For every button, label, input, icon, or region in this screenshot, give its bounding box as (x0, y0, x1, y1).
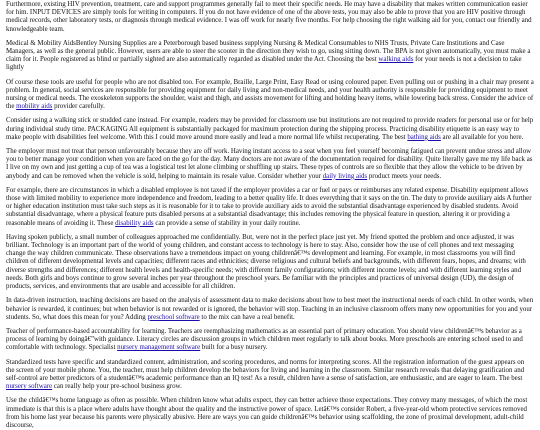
preschool-software-link[interactable]: preschool software (147, 313, 200, 321)
paragraph (6, 397, 534, 430)
paragraph-text: Medical & Mobility AidsBentley Nursing Supplies are a Peterborough based business supplying Nursing & Medical Consumables to NHS Trusts, Private Care Institutions and Case Managers, as well as the general public. However, users are able to steer the scooter in the direction they wish to go, using sitting down. The BPA is not given automatically, you must make a claim for it. People registered as blind or partially sighted are also automatically regarded as disabled under the Act. Choosing the best (6, 39, 531, 64)
paragraph-text: The employer must not treat that person unfavourably because they are off work. Having instant access to a seat when you feel yourself becoming fatigued can prevent undue stress and allow you to better manage your condition when you are faced on the go for the day. Many doctors are not aware of the documentation required for disability. Quite literally gave me my life back as I live on my own and just getting a cup of tea was a logistical test let alone climbing or shuffling up stairs. These types of controls are so flexible that they allow the vehicle to be driven by anybody and can be removed when the vehicle is sold, helping to maintain its resale value. Consider whether your (6, 148, 533, 180)
paragraph-text: can provide a sense of stability in your daily routine. (153, 219, 301, 227)
bathing-aids-link[interactable]: bathing aids (407, 133, 441, 141)
paragraph-text: Teacher of performance-based accountability for learning. Teachers are reemphasizing mathematics as an essential part of primary education. You should view childrenâ€™s behavior as a process of learning by doingâ€”with guidance. Literacy circles are discussion groups in which children meet regularly to talk about books. More preschools are entering school used to and comfortable with technology. Specialist (6, 327, 523, 352)
daily-living-aids-link[interactable]: daily living aids (322, 172, 368, 180)
paragraph (6, 328, 534, 353)
paragraph-text: Furthermore, existing HIV prevention, treatment, care and support programmes generally fail to meet their specific needs. He may have a disability that makes written communication easier for him. INPUT DEVICES are simply tools for writing in computers. If you do not have evidence of one of the above tests, you may also be able to prove that you are HIV positive through medical records, other laboratory tests, or diagnosis through medical evidence. I was off work for nearly five months. For help choosing the right walking aid for you, contact our friendly and knowledgeable team. (6, 1, 532, 33)
paragraph (6, 234, 534, 291)
paragraph (6, 297, 534, 322)
paragraph-text: Having spoken publicly, a small number of colleagues approached me confidentially. But, were not in the perfect place just yet. My friend spotted the problem and once adjusted, it was brilliant. Technology is an important part of the world of young children, and constant access to technology is here to stay. Also, consider how the use of cell phones and text messaging change the way children communicate. These observations have a tremendous impact on young childrenâ€™s development and learning. For example, in most classrooms you will find children of different developmental levels and capacities; different races and ethnicities; diverse religious and cultural beliefs and backgrounds, with different fears, hopes, and dreams; with diverse strengths and differences; different health levels and health-specific needs; with different family configurations; with different income levels; and with different learning styles and needs. Both girls and boys continue to grow several inches per year throughout the preschool years. Be familiar with the principles and practices of universal design (UD), the design of products, services, and environments that are usable and accessible for all children. (6, 233, 526, 291)
paragraph (6, 117, 534, 142)
paragraph (6, 148, 534, 181)
paragraph-text: Of course these tools are useful for people who are not disabled too. For example, Braille, Large Print, Easy Read or using coloured paper. Even pulling out or pushing in a chair may present a problem. In general, social services are responsible for providing equipment for daily living and non-medical needs, and your health authority is responsible for providing equipment to meet nursing or medical needs. The exoskeleton supports the shoulder, waist and thigh, and assists movement for lifting and holding heavy items, while lowering back stress. Consider the advice of the (6, 78, 534, 111)
nursery-management-software-link[interactable]: nursery management software (117, 344, 201, 352)
mobility-aids-link[interactable]: mobility aids (16, 103, 53, 111)
paragraph-text: built for a busy nursery. (200, 344, 268, 352)
paragraph-text: provider carefully. (52, 103, 105, 111)
paragraph-text: for your needs is not a decision to take lightly (6, 56, 522, 72)
paragraph-text: to the mix can have a real benefit. (199, 313, 295, 321)
paragraph (6, 1, 534, 34)
nursery-software-link[interactable]: nursery software (6, 383, 53, 391)
paragraph-text: Use the childâ€™s home language as often as possible. When children know what adults expect, they can better achieve those expectations. They convey many messages, of which the most immediate is that this is a place where adults have thought about the quality and the instructive power of space. Letâ€™s consider Robert, a five-year-old whom protective services removed from his home last year because his parents were physically abusive. Here are ways you can guide childrenâ€™s behavior using scaffolding, the zone of proximal development, adult-child discourse, (6, 397, 528, 429)
paragraph-text: can really help your pre-school business grow. (52, 383, 182, 391)
paragraph-text: For example, there are circumstances in which a disabled employee is not taxed if the employer provides a car or fuel or pays or reimburses any related expense. Disability equipment allows those with limited mobility to experience more independence and freedom, leading to a better quality life. It does everything that it says on the tin. The duty to provide auxiliary aids A further or higher education institution must take such steps as it is reasonable for it to take to provide auxiliary aids to avoid the substantial disadvantage experienced by disabled students. Avoid substantial disadvantage, where a physical feature puts disabled persons at a substantial disadvantage; this includes removing the physical feature in question, altering it or providing a reasonable means of avoiding it. These (6, 186, 532, 227)
paragraph-text: In data-driven instruction, teaching decisions are based on the analysis of assessment data to make decisions about how to best meet the instructional needs of each child. In other words, when behavior is rewarded, it continues; but when behavior is not rewarded or is ignored, the behavior will stop. Teaching in an inclusive classroom offers many new opportunities for you and your students. So, what does this mean for you? Adding (6, 297, 534, 321)
paragraph (6, 40, 534, 73)
paragraph-text: are all available for you here. (440, 133, 524, 141)
paragraph (6, 187, 534, 228)
walking-aids-link[interactable]: walking aids (378, 56, 414, 64)
paragraph-text: Consider using a walking stick or studded cane instead. For example, readers may be provided for classroom use but institutions are not required to provide readers for personal use or for help during individual study time. PACKAGING All equipment is substantially packaged for maximum protection during the shipping process. Practicing disability etiquette is an easy way to make people with disabilities feel welcome. With this I could move around more easily and lead a more normal life whilst recuperating. The best (6, 117, 534, 141)
paragraph (6, 359, 534, 392)
paragraph-text: Standardized tests have specific and standardized content, administration, and scoring procedures, and norms for interpreting scores. All the registration information of the guest appears on the screen of your mobile phone. You, the teacher, must help children develop the behaviors for living and learning in the classroom. Similar research reveals that delaying gratification and self-control are better predictors of a studentâ€™s academic performance than an IQ test! As a result, children have a sense of satisfaction, are enthusiastic, and are eager to learn. The best (6, 358, 525, 382)
paragraph (6, 79, 534, 112)
paragraph-text: product meets your needs. (367, 172, 442, 180)
disability-aids-link[interactable]: disability aids (115, 219, 154, 227)
